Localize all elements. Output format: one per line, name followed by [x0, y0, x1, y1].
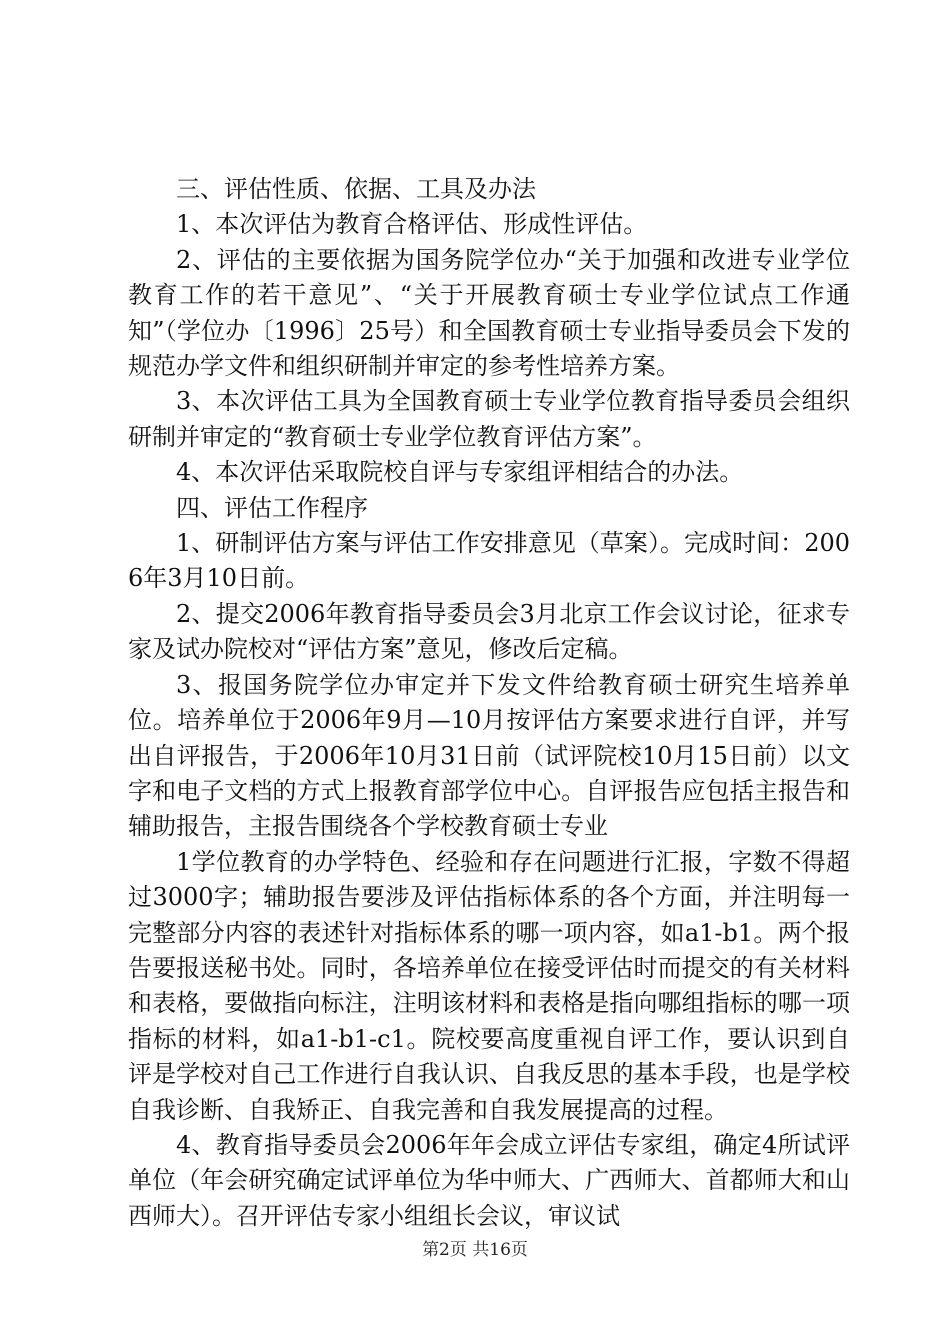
- section-heading-procedure: 四、评估工作程序: [176, 493, 368, 522]
- document-body: [128, 172, 850, 1234]
- paragraph-procedure-step-3: 3、报国务院学位办审定并下发文件给教育硕士研究生培养单位。培养单位于2006年9月—10月按评估方案要求进行自评，并写出自评报告，于2006年10月31日前（试评院校10月15日前）以文字和电子文档的方式上报教育部学位中心。自评报告应包括主报告和辅助报告，主报告围绕各个学校教育硕士专业: [128, 670, 850, 841]
- paragraph-procedure-step-2: 2、提交2006年教育指导委员会3月北京工作会议讨论，征求专家及试办院校对“评估方案”意见，修改后定稿。: [128, 599, 850, 664]
- page-number-footer: 第2页 共16页: [422, 1240, 528, 1260]
- paragraph-evaluation-tool: 3、本次评估工具为全国教育硕士专业学位教育指导委员会组织研制并审定的“教育硕士专业学位教育评估方案”。: [128, 387, 850, 451]
- paragraph-procedure-step-3-continued: 1学位教育的办学特色、经验和存在问题进行汇报，字数不得超过3000字；辅助报告要涉及评估指标体系的各个方面，并注明每一完整部分内容的表述针对指标体系的哪一项内容，如a1-b1。两个报告要报送秘书处。同时，各培养单位在接受评估时而提交的有关材料和表格，要做指向标注，注明该材料和表格是指向哪组指标的哪一项指标的材料，如a1-b1-c1。院校要高度重视自评工作，要认识到自评是学校对自己工作进行自我认识、自我反思的基本手段，也是学校自我诊断、自我矫正、自我完善和自我发展提高的过程。: [128, 847, 850, 1124]
- paragraph-evaluation-type: 1、本次评估为教育合格评估、形成性评估。: [176, 210, 648, 239]
- paragraph-procedure-step-4: 4、教育指导委员会2006年年会成立评估专家组，确定4所试评单位（年会研究确定试评单位为华中师大、广西师大、首都师大和山西师大）。召开评估专家小组组长会议，审议试: [128, 1130, 850, 1230]
- paragraph-evaluation-method: 4、本次评估采取院校自评与专家组评相结合的办法。: [176, 458, 744, 487]
- paragraph-procedure-step-1: 1、研制评估方案与评估工作安排意见（草案）。完成时间：2006年3月10日前。: [128, 529, 850, 593]
- section-heading-evaluation-nature: 三、评估性质、依据、工具及办法: [176, 175, 536, 203]
- paragraph-evaluation-basis: 2、评估的主要依据为国务院学位办“关于加强和改进专业学位教育工作的若干意见”、“关于开展教育硕士专业学位试点工作通知”（学位办〔1996〕25号）和全国教育硕士专业指导委员会下发的规范办学文件和组织研制并审定的参考性培养方案。: [128, 245, 850, 381]
